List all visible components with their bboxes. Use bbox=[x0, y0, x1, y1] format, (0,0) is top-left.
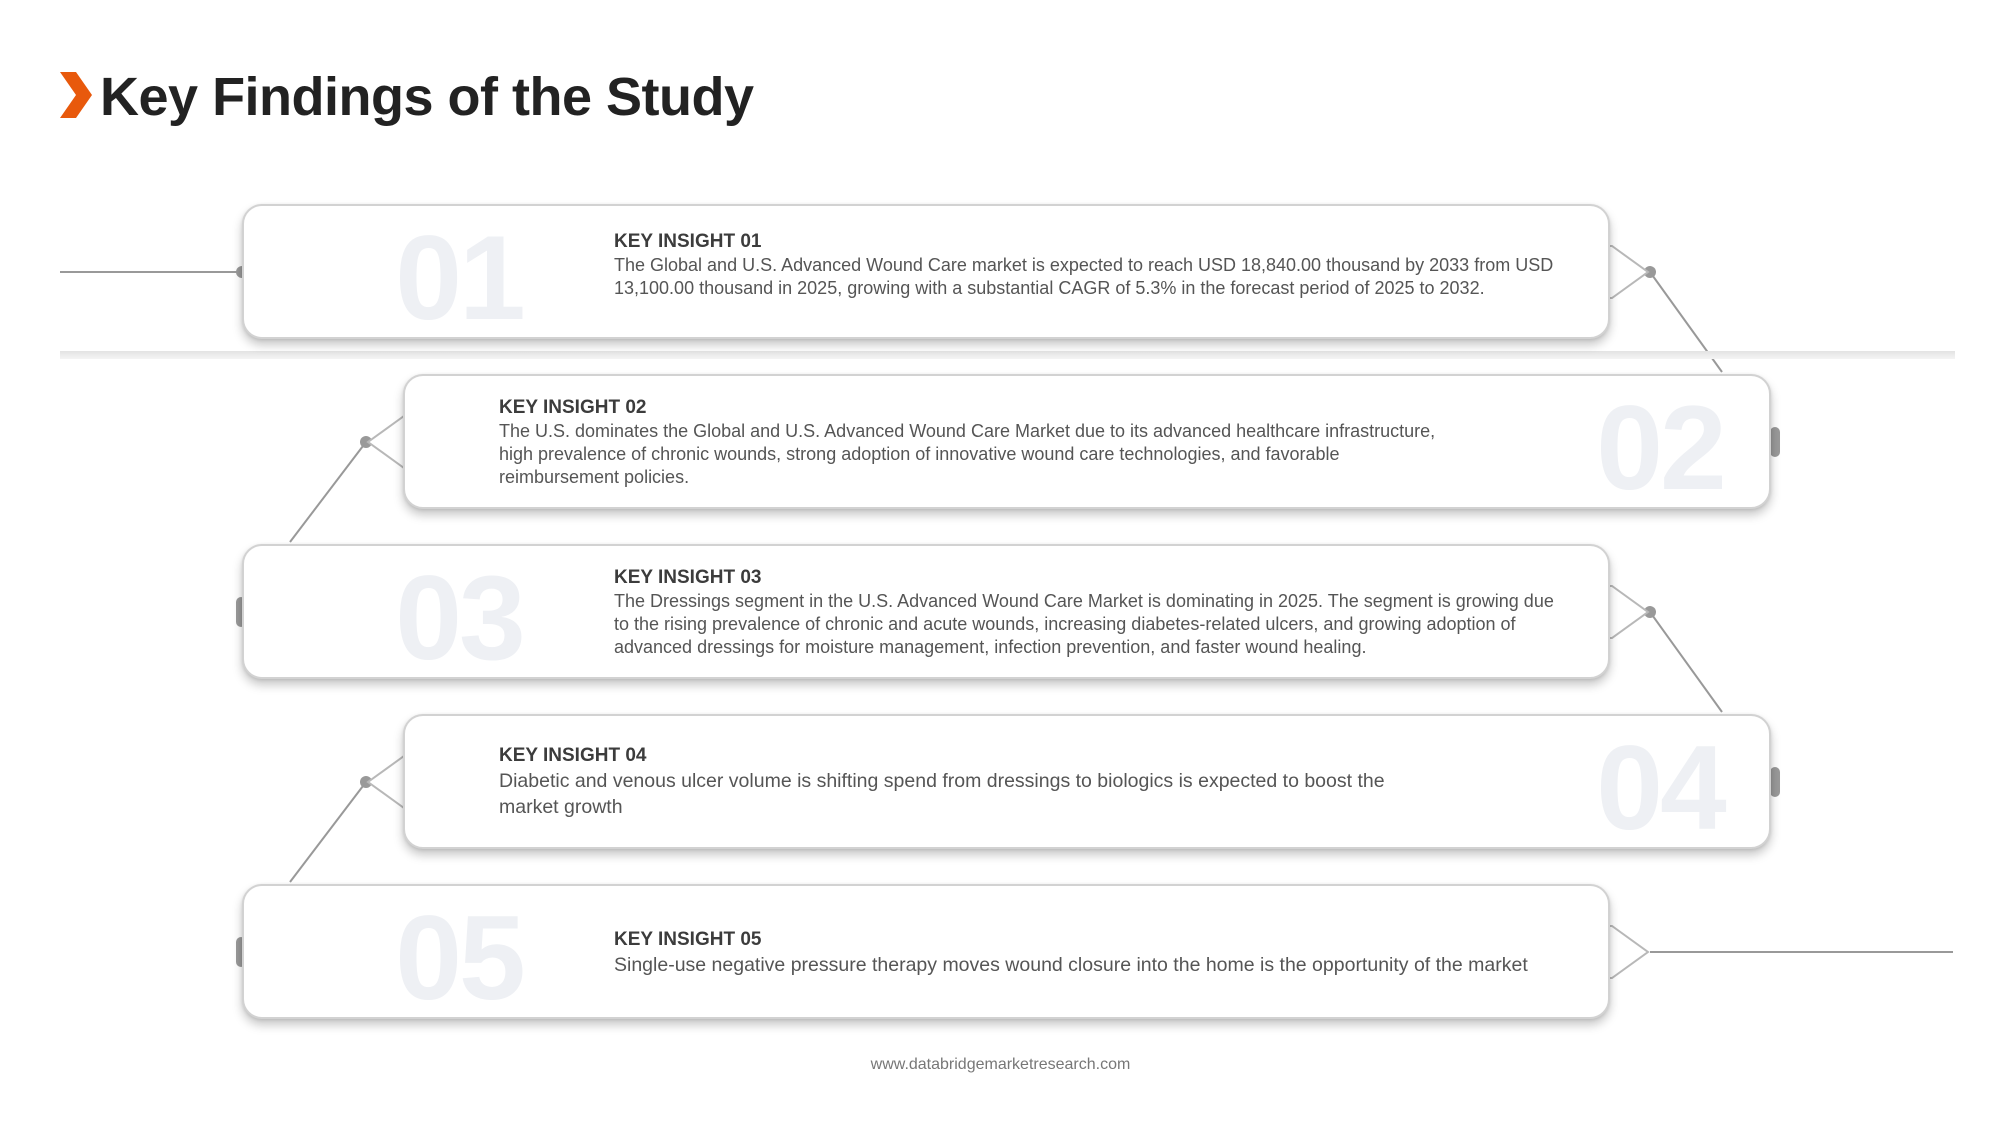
insight-text: Single-use negative pressure therapy moves wound closure into the home is the opportunity of the market bbox=[614, 954, 1528, 976]
insight-number: 04 bbox=[1596, 721, 1724, 855]
insight-number: 02 bbox=[1596, 381, 1724, 515]
insight-card-04 bbox=[403, 714, 1771, 855]
insight-number: 01 bbox=[395, 211, 523, 345]
insight-text: Diabetic and venous ulcer volume is shifting spend from dressings to biologics is expected to boost the market growth bbox=[499, 770, 1385, 818]
insight-number: 03 bbox=[395, 551, 523, 685]
insight-heading: KEY INSIGHT 04 bbox=[499, 745, 647, 766]
insight-heading: KEY INSIGHT 05 bbox=[614, 929, 762, 950]
insight-heading: KEY INSIGHT 02 bbox=[499, 397, 647, 418]
insight-number: 05 bbox=[395, 891, 523, 1025]
insight-card-01 bbox=[242, 204, 1610, 345]
insight-heading: KEY INSIGHT 01 bbox=[614, 231, 762, 252]
footer-url: www.databridgemarketresearch.com bbox=[870, 1056, 1131, 1073]
insight-text: The Global and U.S. Advanced Wound Care market is expected to reach USD 18,840.00 thousand by 2033 from USD 13,100.00 thousand in 2025, growing with a substantial CAGR of 5.3% in the forecast period of 2025 to 2032. bbox=[614, 255, 1554, 298]
insight-card-03 bbox=[242, 544, 1610, 685]
insight-text: The Dressings segment in the U.S. Advanced Wound Care Market is dominating in 2025. The segment is growing due to the rising prevalence of chronic and acute wounds, increasing diabetes-related ulcers, and growing adoption of advanced dressings for moisture management, infection prevention, and faster wound healing. bbox=[614, 591, 1554, 657]
horizontal-divider bbox=[60, 351, 1955, 359]
insight-text: The U.S. dominates the Global and U.S. Advanced Wound Care Market due to its advanced healthcare infrastructure, high prevalence of chronic wounds, strong adoption of innovative wound care technologies, and favorable reimbursement policies. bbox=[499, 421, 1436, 487]
insight-heading: KEY INSIGHT 03 bbox=[614, 567, 762, 588]
page-title: Key Findings of the Study bbox=[100, 67, 754, 127]
insight-card-05 bbox=[242, 884, 1610, 1025]
insight-card-02 bbox=[403, 374, 1771, 515]
